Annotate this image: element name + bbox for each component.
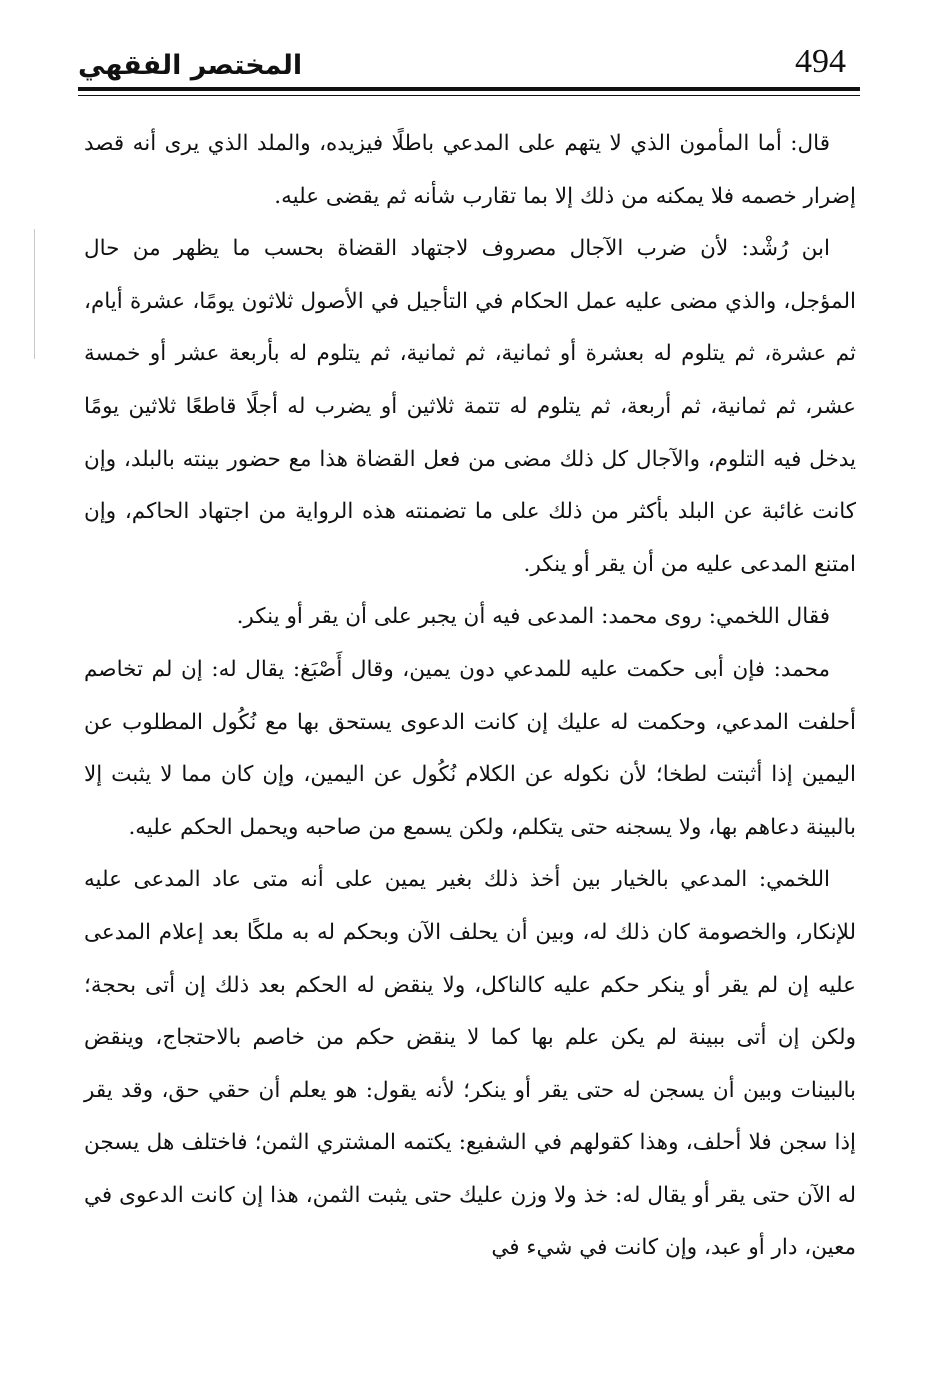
page-header bbox=[78, 40, 860, 84]
scan-margin-mark bbox=[34, 229, 35, 359]
paragraph: اللخمي: المدعي بالخيار بين أخذ ذلك بغير يمين على أنه متى عاد المدعى عليه للإنكار، والخصومة كان ذلك له، وبين أن يحلف الآن وبحكم له به ملكًا بعد إعلام المدعى عليه إن لم يقر أو ينكر حكم عليه كالناكل، ولا ينقض له الحكم بعد ذلك إن أتى بحجة؛ ولكن إن أتى ببينة لم يكن علم بها كما لا ينقض حكم من خاصم بالاحتجاج، وينقض بالبينات وبين أن يسجن له حتى يقر أو ينكر؛ لأنه يقول: هو يعلم أن حقي حق، وقد يقر إذا سجن فلا أحلف، وهذا كقولهم في الشفيع: يكتمه المشتري الثمن؛ فاختلف هل يسجن له الآن حتى يقر أو يقال له: خذ ولا وزن عليك حتى يثبت الثمن، هذا إن كانت الدعوى في معين، دار أو عبد، وإن كانت في شيء في bbox=[84, 867, 856, 1261]
body-text bbox=[84, 118, 856, 1275]
paragraph: محمد: فإن أبى حكمت عليه للمدعي دون يمين، وقال أَصْبَغ: يقال له: إن لم تخاصم أحلفت المدعي، وحكمت له عليك إن كانت الدعوى يستحق بها مع نُكُول المطلوب عن اليمين إذا أثبتت لطخا؛ لأن نكوله عن الكلام نُكُول عن اليمين، وإن كان مما لا يثبت إلا بالبينة دعاهم بها، ولا يسجنه حتى يتكلم، ولكن يسمع من صاحبه ويحمل الحكم عليه. bbox=[84, 656, 856, 840]
paragraph: ابن رُشْد: لأن ضرب الآجال مصروف لاجتهاد القضاة بحسب ما يظهر من حال المؤجل، والذي مضى عليه عمل الحكام في التأجيل في الأصول ثلاثون يومًا، عشرة أيام، ثم عشرة، ثم يتلوم له بعشرة أو ثمانية، ثم ثمانية، ثم يتلوم له بأربعة عشر أو خمسة عشر، ثم ثمانية، ثم أربعة، ثم يتلوم له تتمة ثلاثين أو يضرب له أجلًا قاطعًا ثلاثين يومًا يدخل فيه التلوم، والآجال كل ذلك مضى من فعل القضاة هذا مع حضور بينته بالبلد، وإن كانت غائبة عن البلد بأكثر من ذلك على ما تضمنته هذه الرواية من اجتهاد الحاكم، وإن امتنع المدعى عليه من أن يقر أو ينكر. bbox=[84, 236, 856, 577]
paragraph: فقال اللخمي: روى محمد: المدعى فيه أن يجبر على أن يقر أو ينكر. bbox=[236, 604, 830, 630]
running-title: المختصر الفقهي bbox=[78, 50, 303, 81]
header-rule-thin bbox=[78, 95, 860, 96]
header-rule-thick bbox=[78, 87, 860, 91]
paragraph: قال: أما المأمون الذي لا يتهم على المدعي باطلًا فيزيده، والملد الذي يرى أنه قصد إضرار خصمه فلا يمكنه من ذلك إلا بما تقارب شأنه ثم يقضى عليه. bbox=[84, 131, 856, 209]
page-number: 494 bbox=[795, 43, 846, 80]
